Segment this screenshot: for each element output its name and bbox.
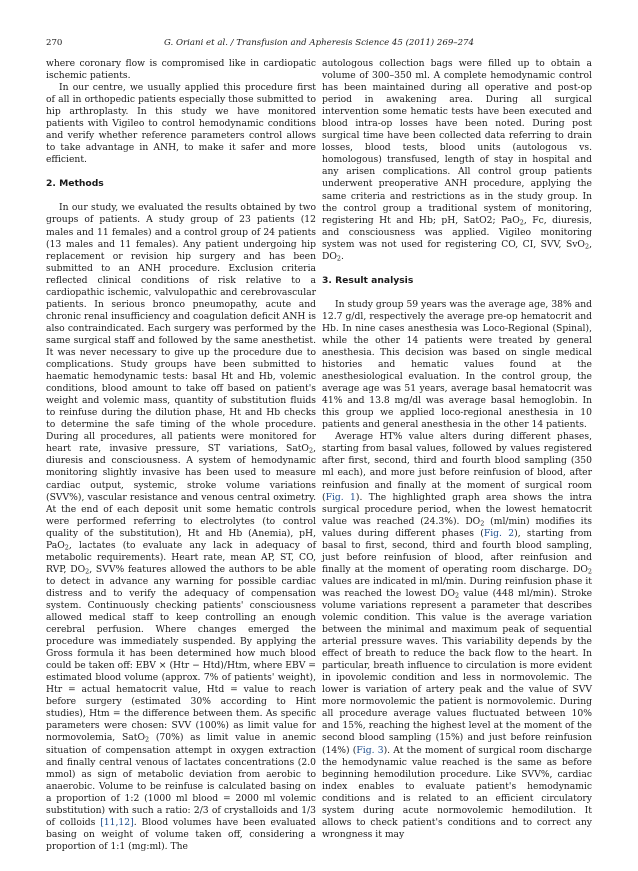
paragraph: In our centre, we usually applied this procedure first of all in orthopedic patients especially those submitted to hip arthroplasty. In this study we have monitored patients with Vigileo to control hemodynamic conditions and verify whether reference parameters control allows to take advantage in ANH, to make it safer and more efficient.: [46, 82, 316, 166]
figure-link-2[interactable]: Fig. 2: [483, 527, 515, 539]
figure-link-1[interactable]: Fig. 1: [325, 491, 356, 503]
section-heading-results: 3. Result analysis: [322, 274, 414, 286]
paragraph: In study group 59 years was the average age, 38% and 12.7 g/dl, respectively the average pre-op hematocrit and Hb. In nine cases anesthesia was Loco-Regional (Spinal), while the other 14 patients were treated by general anesthesia. This decision was based on single medical histories and hematic values found at the anesthesiological evaluation. In the control group, the average age was 51 years, average basal hematocrit was 41% and 13.8 mg/dl was average basal hemoglobin. In this group we applied loco-regional anesthesia in 10 patients and general anesthesia in the other 14 patients.: [322, 298, 592, 431]
left-column: [46, 58, 316, 853]
citation-link[interactable]: [11,12]: [100, 816, 134, 828]
page-number: 270: [46, 38, 63, 48]
paragraph-methods: In our study, we evaluated the results obtained by two groups of patients. A study group of 23 patients (12 males and 11 females) and a control group of 24 patients (13 males and 11 females). Any patient undergoing hip replacement or revision hip surgery and has been submitted to an ANH procedure. Exclusion criteria reflected clinical conditions of risk relative to a cardiopathic ischemic, valvulopathic and cerebrovascular patients. In serious bronco pneumopathy, acute and chronic renal insufficiency and coagulation deficit ANH is also contraindicated. Each surgery was performed by the same surgical staff and followed by the same anesthetist. It was never necessary to give up the procedure due to complications. Study groups have been submitted to haematic hemodynamic tests: basal Ht and Hb, volemic conditions, blood amount to take off based on patient's weight and volemic mass, quantity of substitution fluids to reinfuse during the dilution phase, Ht and Hb checks to determine the safe timing of the whole procedure. During all procedures, all patients were monitored for heart rate, invasive pressure, ST variations, SatO$_2$, diuresis and consciousness. A system of hemodynamic monitoring slightly invasive has been used to measure cardiac output, systemic, stroke volume variations (SVV%), vascular resistance and venous central oximetry. At the end of each deposit unit some hematic controls were performed referring to electrolytes (to control quality of the substitution), Ht and Hb (Anemia), pH, PaO$_2$, lactates (to evaluate any lack in adequacy of metabolic requirements). Heart rate, mean AP, ST, CO, RVP, $DO_2$, SVV% features allowed the authors to be able to detect in advance any warning for possible cardiac distress and to verify the adequacy of compensation system. Continuously checking patients' consciousness allowed medical staff to keep controlling an enough cerebral perfusion. Where changes emerged the procedure was immediately suspended. By applying the Gross formula it has been determined how much blood could be taken off: EBV × (Htr − Htd)/Htm, where EBV = estimated blood volume (approx. 7% of patients' weight), Htr = actual hematocrit value, Htd = value to reach before surgery (estimated 30% according to Hint studies), Htm = the difference between them. As specific parameters were chosen: SVV (100%) as limit value for normovolemia, SatO$_2$ (70%) as limit value in anemic situation of compensation attempt in oxygen extraction and finally central venous of lactates concentrations (2.0 mmol) as sign of metabolic deviation from aerobic to anaerobic. Volume to be reinfuse is calculated basing on a proportion of 1:2 (1000 ml blood = 2000 ml volemic substitution) with such a ratio: 2/3 of crystalloids and 1/3 of colloids [11,12]. Blood volumes have been evaluated basing on weight of volume taken off, considering a proportion of 1:1 (mg:ml). The: [46, 202, 317, 852]
right-column: [322, 58, 592, 841]
journal-citation: G. Oriani et al. / Transfusion and Apheresis Science 45 (2011) 269–274: [163, 38, 474, 48]
paragraph-results: Average HT% value alters during different phases, starting from basal values, followed by values registered after first, second, third and fourth blood sampling (350 ml each), and more just before reinfusion of blood, after reinfusion and finally at the moment of surgical room (Fig. 1). The highlighted graph area shows the intra surgical procedure period, when the lowest hematocrit value was reached (24.3%). $DO_2$ (ml/min) modifies its values during different phases (Fig. 2), starting from basal to first, second, third and fourth blood sampling, just before reinfusion of blood, after reinfusion and finally at the moment of operating room discharge. $DO_2$ values are indicated in ml/min. During reinfusion phase it was reached the lowest $DO_2$ value (448 ml/min). Stroke volume variations represent a parameter that describes volemic condition. This value is the average variation between the minimal and maximum peak of sequential arterial pressure waves. This variability depends by the effect of breath to reduce the back flow to the heart. In particular, breath influence to circulation is more evident in ipovolemic condition and less in normovolemic. The lower is variation of artery peak and the value of SVV more normovolemic the patient is normovolemic. During all procedure average values fluctuated between 10% and 15%, reaching the highest level at the moment of the second blood sampling (15%) and just before reinfusion (14%) (Fig. 3). At the moment of surgical room discharge the hemodynamic value reached is the same as before beginning hemodilution procedure. Like SVV%, cardiac index enables to evaluate patient's hemodynamic conditions and is related to an efficient circulatory system during acute normovolemic hemodilution. It allows to check patient's conditions and to correct any wrongness it may: [322, 431, 593, 840]
section-heading-methods: 2. Methods: [46, 178, 104, 190]
figure-link-3[interactable]: Fig. 3: [356, 744, 384, 756]
paragraph: where coronary flow is compromised like in cardiopatic ischemic patients.: [46, 58, 316, 82]
paragraph: autologous collection bags were filled up to obtain a volume of 300–350 ml. A complete hemodynamic control has been maintained during all operative and post-op period in awakening area. During all surgical intervention some hematic tests have been executed and blood intra-op losses have been noted. During post surgical time have been collected data referring to drain losses, blood tests, blood units (autologous vs. homologous) transfused, length of stay in hospital and any arisen complications. All control group patients underwent preoperative ANH procedure, applying the same criteria and restrictions as in the study group. In the control group a traditional system of monitoring, registering Ht and Hb; pH, SatO2; PaO$_2$, Fc, diuresis, and consciousness was applied. Vigileo monitoring system was not used for registering CO, CI, SVV, SvO$_2$, $DO_2$.: [322, 58, 592, 263]
